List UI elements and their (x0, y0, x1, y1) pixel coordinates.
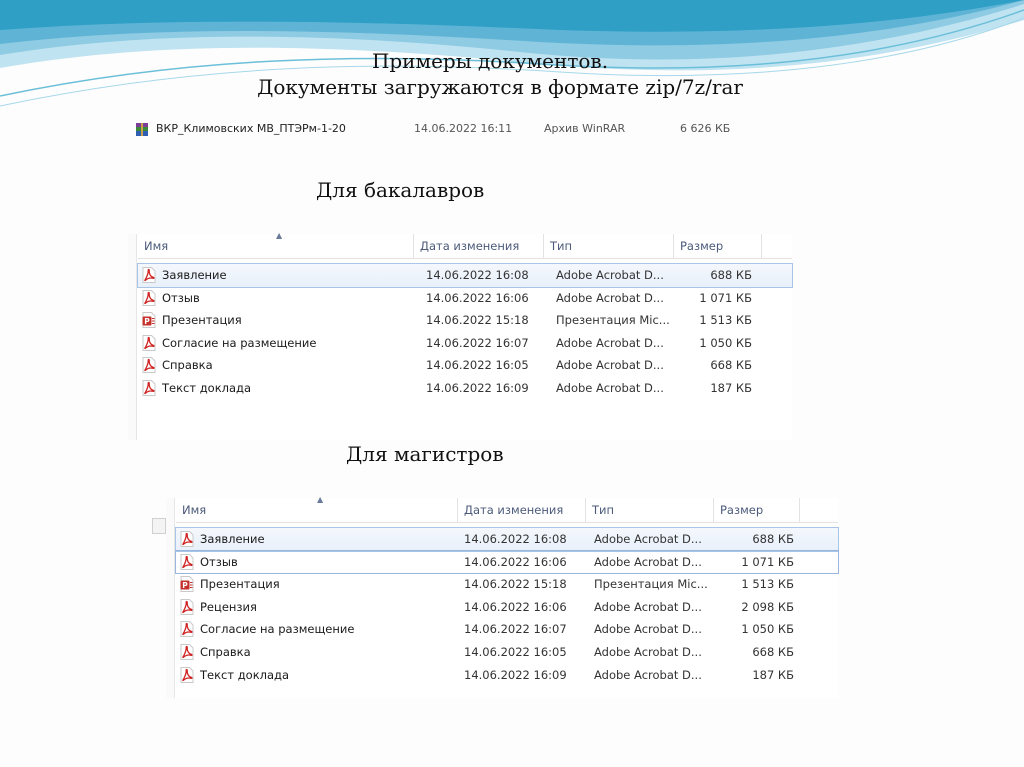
file-size: 1 050 КБ (699, 335, 752, 350)
file-name: Отзыв (200, 554, 238, 569)
file-row[interactable] (176, 528, 838, 551)
file-row[interactable] (138, 309, 792, 332)
file-row[interactable] (176, 618, 838, 641)
file-size: 1 071 КБ (741, 554, 794, 569)
file-type: Adobe Acrobat D... (556, 335, 664, 350)
master-file-list (166, 495, 838, 698)
file-date: 14.06.2022 16:06 (464, 554, 567, 569)
file-date: 14.06.2022 16:08 (464, 532, 567, 546)
pdf-icon (142, 290, 156, 306)
pdf-icon (142, 357, 156, 373)
file-date: 14.06.2022 16:06 (426, 290, 529, 305)
file-type: Adobe Acrobat D... (556, 358, 664, 373)
file-name: Согласие на размещение (162, 335, 317, 350)
column-header-date[interactable]: Дата изменения (458, 498, 586, 522)
pdf-icon (142, 380, 156, 396)
pdf-icon (180, 599, 194, 615)
file-type: Adobe Acrobat D... (594, 554, 702, 569)
archive-row[interactable] (132, 122, 762, 138)
slide-title-line2: Документы загружаются в формате zip/7z/rar (257, 75, 743, 99)
powerpoint-icon (180, 576, 194, 592)
file-type: Adobe Acrobat D... (594, 622, 702, 637)
file-date: 14.06.2022 16:06 (464, 599, 567, 614)
file-size: 1 050 КБ (741, 622, 794, 637)
file-size: 2 098 КБ (741, 599, 794, 614)
file-date: 14.06.2022 16:09 (426, 380, 529, 395)
file-size: 688 КБ (710, 268, 752, 282)
file-type: Adobe Acrobat D... (594, 667, 702, 682)
column-header-bar (176, 495, 838, 523)
archive-type: Архив WinRAR (544, 122, 626, 135)
archive-size: 6 626 КБ (680, 122, 731, 135)
file-size: 187 КБ (752, 667, 794, 682)
pdf-icon (180, 554, 194, 570)
file-date: 14.06.2022 15:18 (426, 313, 529, 328)
svg-text:P: P (144, 317, 150, 327)
checkbox-icon (152, 518, 166, 534)
file-date: 14.06.2022 15:18 (464, 577, 567, 592)
pdf-icon (180, 644, 194, 660)
navigation-pane-edge (166, 498, 175, 698)
file-date: 14.06.2022 16:05 (426, 358, 529, 373)
svg-text:P: P (182, 581, 188, 591)
file-type: Adobe Acrobat D... (594, 532, 702, 546)
bachelor-heading: Для бакалавров (316, 178, 485, 202)
navigation-pane-edge (128, 234, 137, 440)
file-size: 187 КБ (710, 380, 752, 395)
winrar-archive-icon (134, 122, 150, 138)
file-name: Текст доклада (200, 667, 290, 682)
column-header-type[interactable]: Тип (544, 234, 674, 258)
file-name: Согласие на размещение (200, 622, 355, 637)
column-header-name[interactable]: Имя (176, 498, 458, 522)
file-rows (138, 264, 792, 400)
file-name: Текст доклада (162, 380, 252, 395)
powerpoint-icon (142, 312, 156, 328)
file-type: Adobe Acrobat D... (556, 268, 664, 282)
pdf-icon (180, 531, 194, 547)
pdf-icon (180, 621, 194, 637)
file-size: 1 071 КБ (699, 290, 752, 305)
file-row[interactable] (138, 287, 792, 310)
file-row[interactable] (138, 332, 792, 355)
archive-file-row (132, 116, 762, 144)
pdf-icon (142, 267, 156, 283)
bachelor-file-list (128, 231, 792, 440)
file-row[interactable] (176, 664, 838, 687)
master-heading: Для магистров (346, 442, 504, 466)
sort-arrow-icon: ▲ (276, 231, 283, 240)
file-row[interactable] (138, 264, 792, 287)
archive-date: 14.06.2022 16:11 (414, 122, 513, 135)
column-header-size[interactable]: Размер (714, 498, 800, 522)
file-row[interactable] (176, 551, 838, 574)
file-row[interactable] (176, 573, 838, 596)
file-name: Справка (200, 644, 251, 659)
file-date: 14.06.2022 16:05 (464, 644, 567, 659)
cropped-previous-row (142, 110, 752, 119)
file-row[interactable] (176, 641, 838, 664)
file-name: Заявление (162, 268, 227, 282)
file-type: Adobe Acrobat D... (556, 290, 664, 305)
column-header-size[interactable]: Размер (674, 234, 762, 258)
column-header-date[interactable]: Дата изменения (414, 234, 544, 258)
file-date: 14.06.2022 16:08 (426, 268, 529, 282)
file-type: Adobe Acrobat D... (594, 599, 702, 614)
file-name: Справка (162, 358, 213, 373)
file-name: Презентация (162, 313, 242, 328)
pdf-icon (142, 335, 156, 351)
pdf-icon (180, 667, 194, 683)
column-header-bar (138, 231, 792, 259)
file-row[interactable] (176, 596, 838, 619)
file-row[interactable] (138, 354, 792, 377)
file-name: Заявление (200, 532, 265, 546)
file-size: 668 КБ (710, 358, 752, 373)
file-size: 688 КБ (752, 532, 794, 546)
file-size: 1 513 КБ (741, 577, 794, 592)
slide-title-line1: Примеры документов. (371, 49, 609, 73)
file-type: Adobe Acrobat D... (556, 380, 664, 395)
file-rows (176, 528, 838, 686)
column-header-type[interactable]: Тип (586, 498, 714, 522)
file-row[interactable] (138, 377, 792, 400)
slide-title (0, 48, 980, 100)
file-date: 14.06.2022 16:07 (464, 622, 567, 637)
file-type: Adobe Acrobat D... (594, 644, 702, 659)
archive-name: ВКР_Климовских МВ_ПТЭРм-1-20 (156, 122, 346, 135)
sort-arrow-icon: ▲ (317, 495, 324, 504)
file-date: 14.06.2022 16:07 (426, 335, 529, 350)
file-name: Рецензия (200, 599, 257, 614)
file-size: 668 КБ (752, 644, 794, 659)
column-header-name[interactable]: Имя (138, 234, 414, 258)
file-type: Презентация Mic... (594, 577, 708, 592)
file-type: Презентация Mic... (556, 313, 670, 328)
file-name: Презентация (200, 577, 280, 592)
file-size: 1 513 КБ (699, 313, 752, 328)
file-name: Отзыв (162, 290, 200, 305)
file-date: 14.06.2022 16:09 (464, 667, 567, 682)
